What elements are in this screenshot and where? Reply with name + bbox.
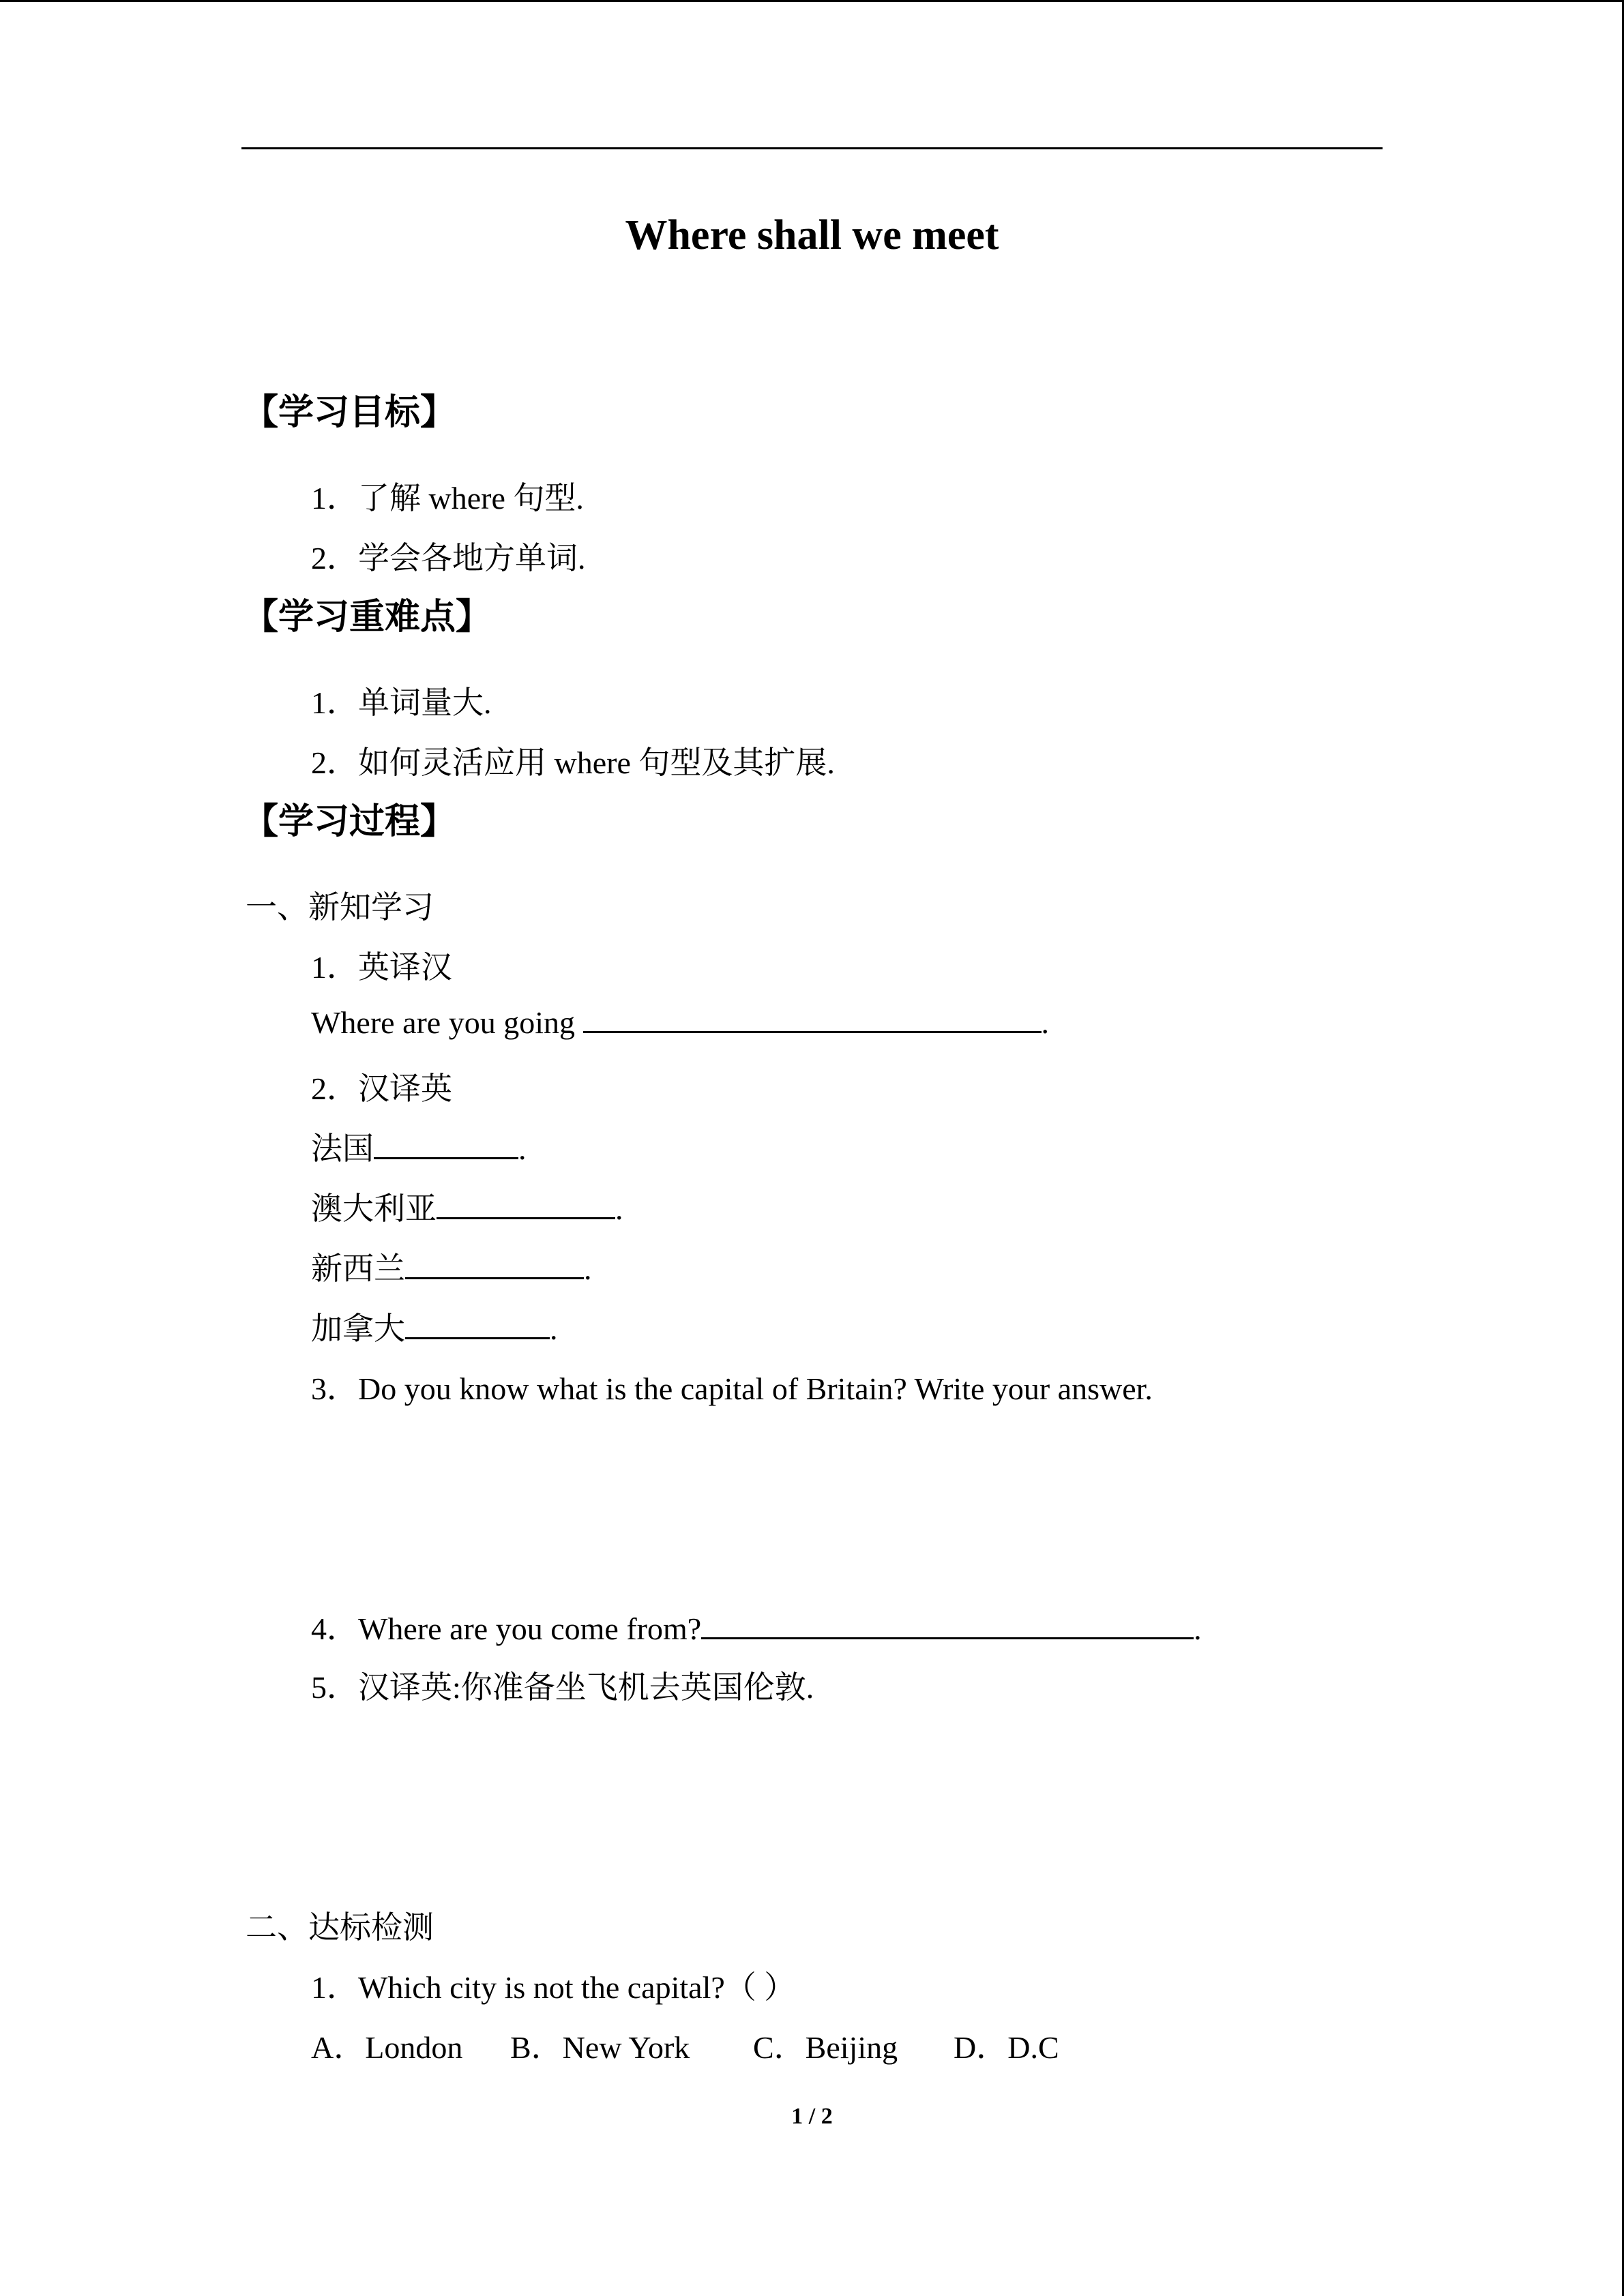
part1-q3: 3．Do you know what is the capital of Britain? Write your answer. <box>311 1371 1153 1406</box>
part1-q4-text: 4．Where are you come from? <box>311 1611 702 1646</box>
part1-q1-end: . <box>1041 1005 1050 1040</box>
option-a[interactable]: A．London <box>311 2030 463 2065</box>
part1-q1-line <box>311 1004 1049 1041</box>
option-d[interactable]: D．D.C <box>954 2030 1059 2065</box>
answer-blank[interactable] <box>405 1250 584 1279</box>
answer-blank[interactable] <box>437 1190 615 1219</box>
q2-word: 法国 <box>311 1131 374 1166</box>
part1-q2-item <box>311 1244 592 1289</box>
part1-q4-end: . <box>1194 1611 1202 1646</box>
header-rule <box>241 147 1383 149</box>
key-point-item: 2．如何灵活应用 where 句型及其扩展. <box>311 745 835 780</box>
page-title: Where shall we meet <box>625 212 999 258</box>
q2-word: 澳大利亚 <box>311 1191 437 1226</box>
answer-blank[interactable] <box>583 1004 1042 1033</box>
process-heading: 【学习过程】 <box>243 801 456 842</box>
part2-options <box>311 2023 1059 2068</box>
option-c[interactable]: C．Beijing <box>753 2030 898 2065</box>
q2-end: . <box>550 1311 558 1346</box>
part1-q1-text: Where are you going <box>311 1005 583 1040</box>
part2-label: 二、达标检测 <box>246 1910 434 1945</box>
option-b[interactable]: B．New York <box>510 2030 690 2065</box>
q2-end: . <box>615 1191 623 1226</box>
part2-q1: 1．Which city is not the capital?（ ） <box>311 1970 796 2005</box>
objective-item: 2．学会各地方单词. <box>311 541 586 576</box>
part1-q2-item <box>311 1184 623 1229</box>
q2-word: 加拿大 <box>311 1311 405 1346</box>
part1-q1-label: 1．英译汉 <box>311 950 452 985</box>
q2-word: 新西兰 <box>311 1251 405 1286</box>
key-point-item: 1．单词量大. <box>311 685 492 720</box>
objectives-heading: 【学习目标】 <box>243 392 456 433</box>
objective-item: 1．了解 where 句型. <box>311 481 584 516</box>
part1-q5: 5．汉译英:你准备坐飞机去英国伦敦. <box>311 1670 814 1705</box>
key-points-heading: 【学习重难点】 <box>243 597 492 638</box>
q2-end: . <box>518 1131 527 1166</box>
answer-blank[interactable] <box>701 1610 1194 1639</box>
page-frame-top <box>0 0 1624 2</box>
page-number: 1 / 2 <box>791 2104 833 2129</box>
q2-end: . <box>584 1251 592 1286</box>
part1-q4-line <box>311 1604 1202 1649</box>
part1-q2-item <box>311 1124 527 1169</box>
part1-label: 一、新知学习 <box>246 890 434 925</box>
answer-blank[interactable] <box>405 1310 550 1339</box>
part1-q2-label: 2．汉译英 <box>311 1071 452 1106</box>
answer-blank[interactable] <box>374 1130 518 1159</box>
part1-q2-item <box>311 1304 558 1349</box>
